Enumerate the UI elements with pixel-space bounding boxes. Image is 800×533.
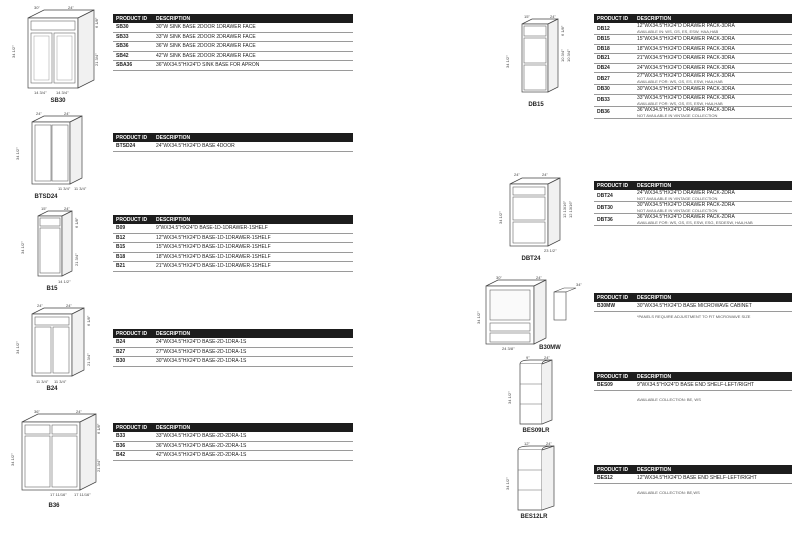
b24-dim-height: 34 1/2" [15, 341, 20, 354]
product-id: B36 [116, 442, 126, 449]
header-description: DESCRIPTION [156, 424, 191, 431]
dbt24-dim-box-width: 23 1/2" [544, 248, 557, 253]
b3-table-header [113, 423, 353, 432]
b2-table [113, 329, 353, 367]
product-id: B24 [116, 339, 126, 346]
bes12-dim-width: 12" [524, 442, 530, 446]
b15-label: B15 [46, 286, 58, 292]
header-product-id: PRODUCT ID [597, 466, 629, 473]
product-id: DBT24 [597, 192, 613, 199]
product-description: 30"WX34.5"HX24"D DRAWER PACK-3DRA [637, 86, 735, 93]
header-description: DESCRIPTION [637, 373, 672, 380]
b36-dim-door-right: 17 11/16" [74, 492, 91, 497]
product-id: B30MW [597, 303, 616, 310]
header-product-id: PRODUCT ID [597, 373, 629, 380]
product-note: AVAILABLE FOR: WS, GS, ES, ESW, HAA,HAB [637, 100, 723, 106]
product-description: 36"WX34.5"HX24"D BASE-2D-2DRA-1S [156, 442, 247, 449]
sb30-label: SB30 [50, 98, 66, 104]
table-row [113, 42, 353, 52]
product-id: B27 [116, 348, 126, 355]
product-id: SB42 [116, 52, 129, 59]
b36-cabinet-drawing [6, 410, 106, 502]
btsd24-label: BTSD24 [34, 194, 58, 200]
b30mw-dim-panel: 34" [576, 282, 582, 287]
b24-dim-depth: 24" [66, 304, 72, 308]
product-id: DB30 [597, 86, 610, 93]
product-description: 42"WX34.5"HX24"D BASE-2D-2DRA-1S [156, 452, 247, 459]
product-id: BTSD24 [116, 143, 136, 150]
bes12-shelf-drawing [500, 442, 566, 518]
product-id: DB24 [597, 64, 610, 71]
b36-dim-width: 36" [34, 410, 40, 414]
b24-dim-width: 24" [37, 304, 43, 308]
product-id: DBT36 [597, 216, 613, 223]
table-row [113, 234, 353, 244]
btsd24-dim-width: 24" [36, 112, 42, 116]
table-row [113, 357, 353, 367]
product-description: 12"WX34.5"HX24"D BASE-1D-1DRAWER-1SHELF [156, 234, 271, 241]
product-id: DB33 [597, 97, 610, 103]
product-id: B12 [116, 234, 126, 241]
btsd-table [113, 133, 353, 152]
b15-dim-door: 21 3/4" [74, 253, 79, 266]
sb30-dim-width: 30" [34, 6, 40, 10]
header-description: DESCRIPTION [156, 15, 191, 22]
product-description: 36"WX34.5"HX24"D SINK BASE FOR APRON [156, 62, 260, 69]
header-description: DESCRIPTION [637, 466, 672, 473]
btsd24-cabinet-drawing [10, 112, 100, 194]
product-description: 15"WX34.5"HX24"D DRAWER PACK-3DRA [637, 36, 735, 43]
dbt24-dim-top-drawer: 12 13/16" [562, 201, 567, 218]
table-row [594, 54, 792, 64]
product-description: 24"WX34.5"HX24"D DRAWER PACK-3DRA [637, 64, 735, 71]
product-description: 30"WX34.5"HX24"D BASE MICROWAVE CABINET [637, 303, 752, 310]
mw-note: *PANELS REQUIRE ADJUSTMENT TO FIT MICROWAVE SIZE [637, 313, 751, 319]
product-description: 36"W SINK BASE 2DOOR 2DRAWER FACE [156, 43, 256, 50]
product-note: NOT AVAILABLE IN VINTAGE COLLECTION [637, 196, 718, 201]
b24-dim-door-right: 11 3/4" [54, 379, 67, 384]
drawing-btsd24 [10, 112, 100, 200]
product-id: SB30 [116, 24, 129, 31]
b15-dim-height: 34 1/2" [20, 241, 25, 254]
b30mw-dim-width: 30" [496, 276, 502, 280]
product-id: B21 [116, 263, 126, 270]
product-id: B33 [116, 433, 126, 440]
db15-dim-width: 15" [524, 14, 530, 19]
product-id: BES09 [597, 382, 613, 389]
drawing-b36 [6, 410, 106, 509]
b36-dim-drawer: 6 1/8" [96, 423, 101, 434]
drawing-b15 [14, 206, 94, 292]
drawing-b24 [10, 304, 102, 392]
b1-table-header [113, 215, 353, 224]
b24-dim-door-left: 11 3/4" [36, 379, 49, 384]
bes12-availability: AVAILABLE COLLECTION: BE,WS [637, 489, 700, 495]
product-id: B18 [116, 253, 126, 260]
table-row [594, 45, 792, 55]
product-description: 21"WX34.5"HX24"D BASE-1D-1DRAWER-1SHELF [156, 263, 271, 270]
b24-dim-drawer: 6 1/8" [86, 315, 91, 326]
sb30-cabinet-drawing [6, 6, 106, 98]
table-row [594, 23, 792, 35]
product-description: 36"WX34.5"HX24"D DRAWER PACK-3DRA [637, 106, 735, 113]
header-product-id: PRODUCT ID [597, 294, 629, 301]
db15-dim-top-drawer: 6 1/8" [560, 25, 565, 36]
product-note: AVAILABLE FOR: WS, GS, ES, ESW, ESG, ESDESW, HAA,HAB [637, 220, 753, 225]
table-row [594, 64, 792, 74]
bes09-table-header [594, 372, 792, 381]
table-row [113, 61, 353, 71]
table-row [594, 202, 792, 214]
product-description: 12"WX34.5"HX24"D DRAWER PACK-3DRA [637, 23, 735, 29]
product-id: SB36 [116, 43, 129, 50]
table-row [594, 474, 792, 484]
product-description: 18"WX34.5"HX24"D DRAWER PACK-3DRA [637, 45, 735, 52]
table-row [594, 95, 792, 107]
bes09-dim-width: 9" [526, 356, 530, 360]
header-description: DESCRIPTION [156, 134, 191, 141]
bes12-table-header [594, 465, 792, 474]
product-description: 27"WX34.5"HX24"D BASE-2D-1DRA-1S [156, 348, 247, 355]
bes09-table [594, 372, 792, 402]
b30mw-dim-height: 34 1/2" [476, 311, 481, 324]
product-id: DBT30 [597, 204, 613, 211]
product-description: 24"WX34.5"HX24"D BASE 4DOOR [156, 143, 235, 150]
db15-label: DB15 [528, 102, 544, 108]
table-row [594, 85, 792, 95]
sb30-dim-drawer: 6 1/8" [94, 17, 99, 28]
bes09-availability: AVAILABLE COLLECTION: BE, WS [637, 396, 701, 402]
b36-dim-door: 21 3/4" [96, 459, 101, 472]
table-row [113, 224, 353, 234]
table-row [113, 23, 353, 33]
header-description: DESCRIPTION [637, 182, 672, 189]
product-id: DB12 [597, 25, 610, 32]
table-row [594, 107, 792, 119]
btsd24-dim-door-right: 11 3/4" [74, 186, 87, 191]
b36-dim-depth: 24" [76, 410, 82, 414]
table-row [113, 52, 353, 62]
product-note: NOT AVAILABLE IN VINTAGE COLLECTION [637, 208, 718, 213]
db-table [594, 14, 792, 119]
product-description: 30"W SINK BASE 2DOOR 1DRAWER FACE [156, 24, 256, 31]
product-id: DB27 [597, 75, 610, 82]
table-row [594, 73, 792, 85]
db15-cabinet-drawing [500, 14, 580, 104]
db15-dim-bottom-drawer: 10 3/4" [566, 49, 571, 62]
product-id: DB36 [597, 109, 610, 115]
db15-dim-mid-drawer: 10 3/4" [560, 49, 565, 62]
table-row [113, 451, 353, 461]
btsd-table-header [113, 133, 353, 142]
drawing-db15 [500, 14, 580, 108]
product-id: B09 [116, 225, 126, 232]
mw-table-header [594, 293, 792, 302]
drawing-sb30 [6, 6, 106, 104]
bes09-label: BES09LR [522, 428, 550, 434]
header-description: DESCRIPTION [156, 330, 191, 337]
table-row [113, 33, 353, 43]
product-id: B42 [116, 452, 126, 459]
product-description: 30"WX34.5"HX24"D DRAWER PACK-2DRA [637, 202, 735, 208]
drawing-bes12 [500, 442, 566, 518]
dbt24-dim-height: 34 1/2" [498, 211, 503, 224]
header-product-id: PRODUCT ID [597, 15, 629, 22]
sb-table [113, 14, 353, 71]
table-row [594, 214, 792, 226]
mw-table [594, 293, 792, 319]
header-description: DESCRIPTION [156, 216, 191, 223]
b15-dim-door-width: 14 1/2" [58, 279, 71, 284]
b24-label: B24 [46, 386, 58, 392]
bes12-label: BES12LR [520, 514, 548, 520]
product-id: B15 [116, 244, 126, 251]
b36-dim-door-left: 17 11/16" [50, 492, 67, 497]
db-table-header [594, 14, 792, 23]
db15-dim-depth: 24" [550, 14, 556, 19]
table-row [594, 35, 792, 45]
b30mw-cabinet-drawing [472, 276, 594, 352]
product-description: 24"WX34.5"HX24"D DRAWER PACK-2DRA [637, 190, 735, 196]
table-row [594, 381, 792, 391]
b30mw-label: B30MW [539, 345, 561, 351]
btsd24-dim-height: 34 1/2" [15, 147, 20, 160]
b15-cabinet-drawing [14, 206, 94, 286]
drawing-dbt24 [496, 172, 586, 260]
sb30-dim-door-left: 14 3/4" [34, 90, 47, 95]
product-id: SBA36 [116, 62, 133, 69]
bes09-dim-depth: 24" [544, 356, 550, 360]
bes12-dim-height: 34 1/2" [505, 477, 510, 490]
product-id: DB18 [597, 45, 610, 52]
b15-dim-drawer: 6 1/8" [74, 217, 79, 228]
product-description: 27"WX34.5"HX24"D DRAWER PACK-3DRA [637, 73, 735, 79]
dbt24-label: DBT24 [521, 256, 541, 262]
dbt24-cabinet-drawing [496, 172, 586, 260]
b36-dim-height: 34 1/2" [10, 453, 15, 466]
header-product-id: PRODUCT ID [116, 15, 148, 22]
drawing-bes09 [502, 356, 566, 432]
table-row [113, 432, 353, 442]
header-product-id: PRODUCT ID [116, 424, 148, 431]
header-product-id: PRODUCT ID [116, 134, 148, 141]
table-row [594, 190, 792, 202]
product-note: AVAILABLE IN: WS, GS, ES, ESW, HAA,HAB [637, 29, 719, 34]
b2-table-header [113, 329, 353, 338]
table-row [113, 253, 353, 263]
table-row [113, 142, 353, 152]
product-description: 12"WX34.5"HX24"D BASE END SHELF-LEFT/RIGHT [637, 475, 757, 482]
dbt-table-header [594, 181, 792, 190]
product-description: 33"WX34.5"HX24"D BASE-2D-2DRA-1S [156, 433, 247, 440]
product-id: BES12 [597, 475, 613, 482]
b15-dim-depth: 24" [64, 206, 70, 211]
table-row [113, 243, 353, 253]
product-id: B30 [116, 358, 126, 365]
table-row [113, 338, 353, 348]
bes12-dim-depth: 24" [546, 442, 552, 446]
product-description: 9"WX34.5"HX24"D BASE END SHELF-LEFT/RIGHT [637, 382, 755, 389]
header-description: DESCRIPTION [637, 15, 672, 22]
product-description: 30"WX34.5"HX24"D BASE-2D-1DRA-1S [156, 358, 247, 365]
b15-dim-width: 15" [41, 206, 47, 211]
product-note: AVAILABLE FOR: WS, GS, ES, ESW, HAA,HAB [637, 79, 723, 84]
header-product-id: PRODUCT ID [597, 182, 629, 189]
table-row [113, 262, 353, 272]
table-row [113, 442, 353, 452]
dbt24-dim-width: 24" [514, 172, 520, 177]
product-id: DB21 [597, 55, 610, 62]
product-description: 15"WX34.5"HX24"D BASE-1D-1DRAWER-1SHELF [156, 244, 271, 251]
b1-table [113, 215, 353, 272]
btsd24-dim-depth: 24" [64, 112, 70, 116]
table-row [113, 348, 353, 358]
table-row [594, 302, 792, 312]
bes12-table [594, 465, 792, 495]
bes09-dim-height: 34 1/2" [507, 391, 512, 404]
sb30-dim-door-right: 14 3/4" [56, 90, 69, 95]
b36-label: B36 [48, 503, 60, 509]
header-description: DESCRIPTION [637, 294, 672, 301]
bes09-shelf-drawing [502, 356, 566, 432]
header-product-id: PRODUCT ID [116, 330, 148, 337]
dbt-table [594, 181, 792, 226]
product-description: 42"W SINK BASE 2DOOR 2DRAWER FACE [156, 52, 256, 59]
drawing-b30mw [472, 276, 594, 352]
b24-cabinet-drawing [10, 304, 102, 386]
b3-table [113, 423, 353, 461]
product-description: 36"WX34.5"HX24"D DRAWER PACK-2DRA [637, 214, 735, 220]
db15-dim-height: 34 1/2" [505, 55, 510, 68]
product-id: SB33 [116, 33, 129, 40]
product-description: 18"WX34.5"HX24"D BASE-1D-1DRAWER-1SHELF [156, 253, 271, 260]
b30mw-dim-opening: 24 3/8" [502, 346, 515, 351]
b30mw-dim-depth: 24" [536, 276, 542, 280]
product-description: 24"WX34.5"HX24"D BASE-2D-1DRA-1S [156, 339, 247, 346]
sb30-dim-height: 34 1/2" [11, 45, 16, 58]
sb30-dim-door: 21 3/4" [94, 53, 99, 66]
product-description: 33"W SINK BASE 2DOOR 2DRAWER FACE [156, 33, 256, 40]
sb30-dim-depth: 24" [68, 6, 74, 10]
sb-table-header [113, 14, 353, 23]
header-product-id: PRODUCT ID [116, 216, 148, 223]
product-description: 21"WX34.5"HX24"D DRAWER PACK-3DRA [637, 55, 735, 62]
product-id: DB15 [597, 36, 610, 43]
dbt24-dim-depth: 24" [542, 172, 548, 177]
product-description: 9"WX34.5"HX24"D BASE-1D-1DRAWER-1SHELF [156, 225, 268, 232]
product-note: NOT AVAILABLE IN VINTAGE COLLECTION [637, 112, 718, 118]
product-description: 33"WX34.5"HX24"D DRAWER PACK-3DRA [637, 94, 735, 101]
btsd24-dim-door-left: 11 3/4" [58, 186, 71, 191]
dbt24-dim-bottom-drawer: 12 13/16" [568, 201, 573, 218]
b24-dim-door: 21 3/4" [86, 353, 91, 366]
